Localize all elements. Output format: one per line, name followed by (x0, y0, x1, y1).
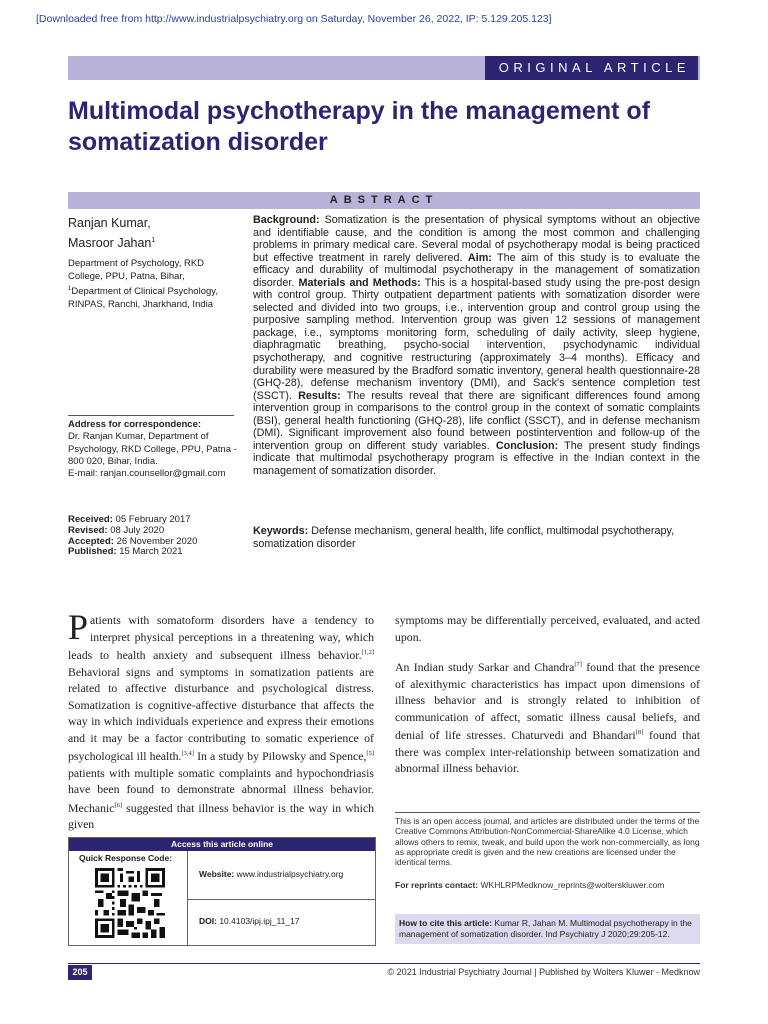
reprints-email[interactable]: WKHLRPMedknow_reprints@wolterskluwer.com (480, 880, 665, 890)
open-access-notice: This is an open access journal, and articles are distributed under the terms of the Creative Commons Attribution-NonCommercial-ShareAlike 4.0 License, which allows others to remix, tweak, and build upon the work non-commercially, as long as appropriate credit is given and the new creations are licensed under the identical terms. (395, 816, 700, 868)
body-column-left: Patients with somatoform disorders have a tendency to interpret physical perceptions in a threatening way, which leads to health anxiety and subsequent illness behavior.[1,2] Behavioral signs and symptoms in somatization patients are related to affective disturbance and psychological distress. Somatization is cognitive-affective disturbance that affects the way in which individuals experience and express their emotions and it may be a factor contributing to somatic experience of psychological ill health.[3,4] In a study by Pilowsky and Spence,[5] patients with multiple somatic complaints and hypochondriasis have been found to demonstrate abnormal illness behavior. Mechanic[6] suggested that illness behavior is the way in which given (68, 607, 374, 832)
divider (395, 812, 700, 813)
correspondence-email[interactable]: E-mail: ranjan.counsellor@gmail.com (68, 468, 226, 480)
citation-ref[interactable]: [3,4] (181, 750, 194, 758)
article-dates: Received: 05 February 2017 Revised: 08 July 2020 Accepted: 26 November 2020 Published: 15 March 2021 (68, 514, 198, 558)
citation-ref[interactable]: [5] (366, 750, 374, 758)
divider (68, 415, 234, 416)
website-line[interactable]: Website: www.industrialpsychiatry.org (199, 869, 344, 879)
access-box (68, 837, 376, 946)
download-notice: [Downloaded free from http://www.industrialpsychiatry.org on Saturday, November 26, 2022, IP: 5.129.205.123] (36, 13, 552, 25)
citation-ref[interactable]: [6] (114, 801, 123, 809)
affiliation: Department of Psychology, RKD College, PPU, Patna, Bihar, $^1$Department of Clinical Psychology, RINPAS, Ranchi, Jharkhand, India (68, 258, 218, 310)
author-list (68, 214, 155, 252)
divider (187, 851, 188, 945)
citation-ref[interactable]: [1,2] (361, 649, 374, 657)
author-1: Ranjan Kumar, (68, 216, 151, 230)
reprints-contact: For reprints contact: WKHLRPMedknow_reprints@wolterskluwer.com (395, 880, 665, 890)
footer-text: © 2021 Industrial Psychiatry Journal | Published by Wolters Kluwer - Medknow (387, 967, 700, 977)
footer-rule (68, 963, 700, 964)
qr-label: Quick Response Code: (79, 853, 173, 863)
citation-ref[interactable]: [7] (574, 661, 582, 669)
body-column-right (395, 612, 700, 789)
article-title: Multimodal psychotherapy in the management of somatization disorder (68, 97, 651, 156)
keywords: Keywords: Defense mechanism, general health, life conflict, multimodal psychotherapy, somatization disorder (253, 525, 675, 550)
access-heading: Access this article online (69, 838, 375, 851)
citation-box: How to cite this article: Kumar R, Jahan M. Multimodal psychotherapy in the management of somatization disorder. Ind Psychiatry J 2020;29:205-12. (395, 914, 700, 944)
paragraph: symptoms may be differentially perceived, evaluated, and acted upon. (395, 613, 700, 644)
page-number: 205 (68, 965, 92, 980)
section-label: ORIGINAL ARTICLE (485, 56, 698, 80)
correspondence-address: Dr. Ranjan Kumar, Department of Psychology, RKD College, PPU, Patna - 800 020, Bihar, India. (68, 431, 237, 467)
doi-line[interactable]: DOI: 10.4103/ipj.ipj_11_17 (199, 916, 300, 926)
abstract-text: Background: Somatization is the presentation of physical symptoms without an objective and identifiable cause, and the condition is among the most common and challenging problems in primary medical care. Several modal of psychotherapy modal is being practiced but effective treatment in rarely delivered. Aim: The aim of this study is to evaluate the efficacy and durability of multimodal psychotherapy in the management of somatization disorder. Materials and Methods: This is a hospital-based study using the pre-post design with control group. Thirty outpatient department patients with somatization disorder were selected and divided into two groups, i.e., intervention group and control group using the purposive sampling method. Intervention group was given 12 sessions of management package, i.e., symptoms monitoring form, scheduling of daily activity, sleep hygiene, diaphragmatic breathing, psycho-social intervention, psychodynamic individual psychotherapy, and cognitive restructuring (approximately 3–4 months). Efficacy and durability were measured by the Bradford somatic inventory, general health questionnaire-28 (GHQ-28), defense mechanism inventory (DMI), and Sack's sentence completion test (SSCT). Results: The results reveal that there are significant differences found among intervention group in comparisons to the control group in the context of somatic complaints (BSI), general health functioning (GHQ-28), life conflict (SSCT), and in defense mechanism (DMI). Significant improvement also found between postintervention and follow-up of the intervention group on different study variables. Conclusion: The present study findings indicate that multimodal psychotherapy program is effective in the Indian context in the management of somatization disorder. (253, 214, 701, 477)
correspondence-heading: Address for correspondence: (68, 419, 202, 430)
abstract-heading: ABSTRACT (68, 192, 700, 209)
drop-cap: P (68, 607, 89, 647)
citation-ref[interactable]: [8] (635, 729, 644, 737)
qr-code-icon[interactable] (95, 868, 165, 938)
correspondence (68, 419, 238, 480)
author-2: Masroor Jahan$^1$ (68, 236, 156, 251)
divider (187, 899, 375, 900)
section-band (68, 56, 700, 80)
paragraph: An Indian study Sarkar and Chandra[7] found that the presence of alexithymic characteristics has impact upon dimensions of illness behavior and is strongly related to inhibition of communication of affect, somatic illness causal beliefs, and denial of life stresses. Chaturvedi and Bhandari[8] found that there was complex inter-relationship between somatization and abnormal illness behavior. (395, 660, 700, 776)
